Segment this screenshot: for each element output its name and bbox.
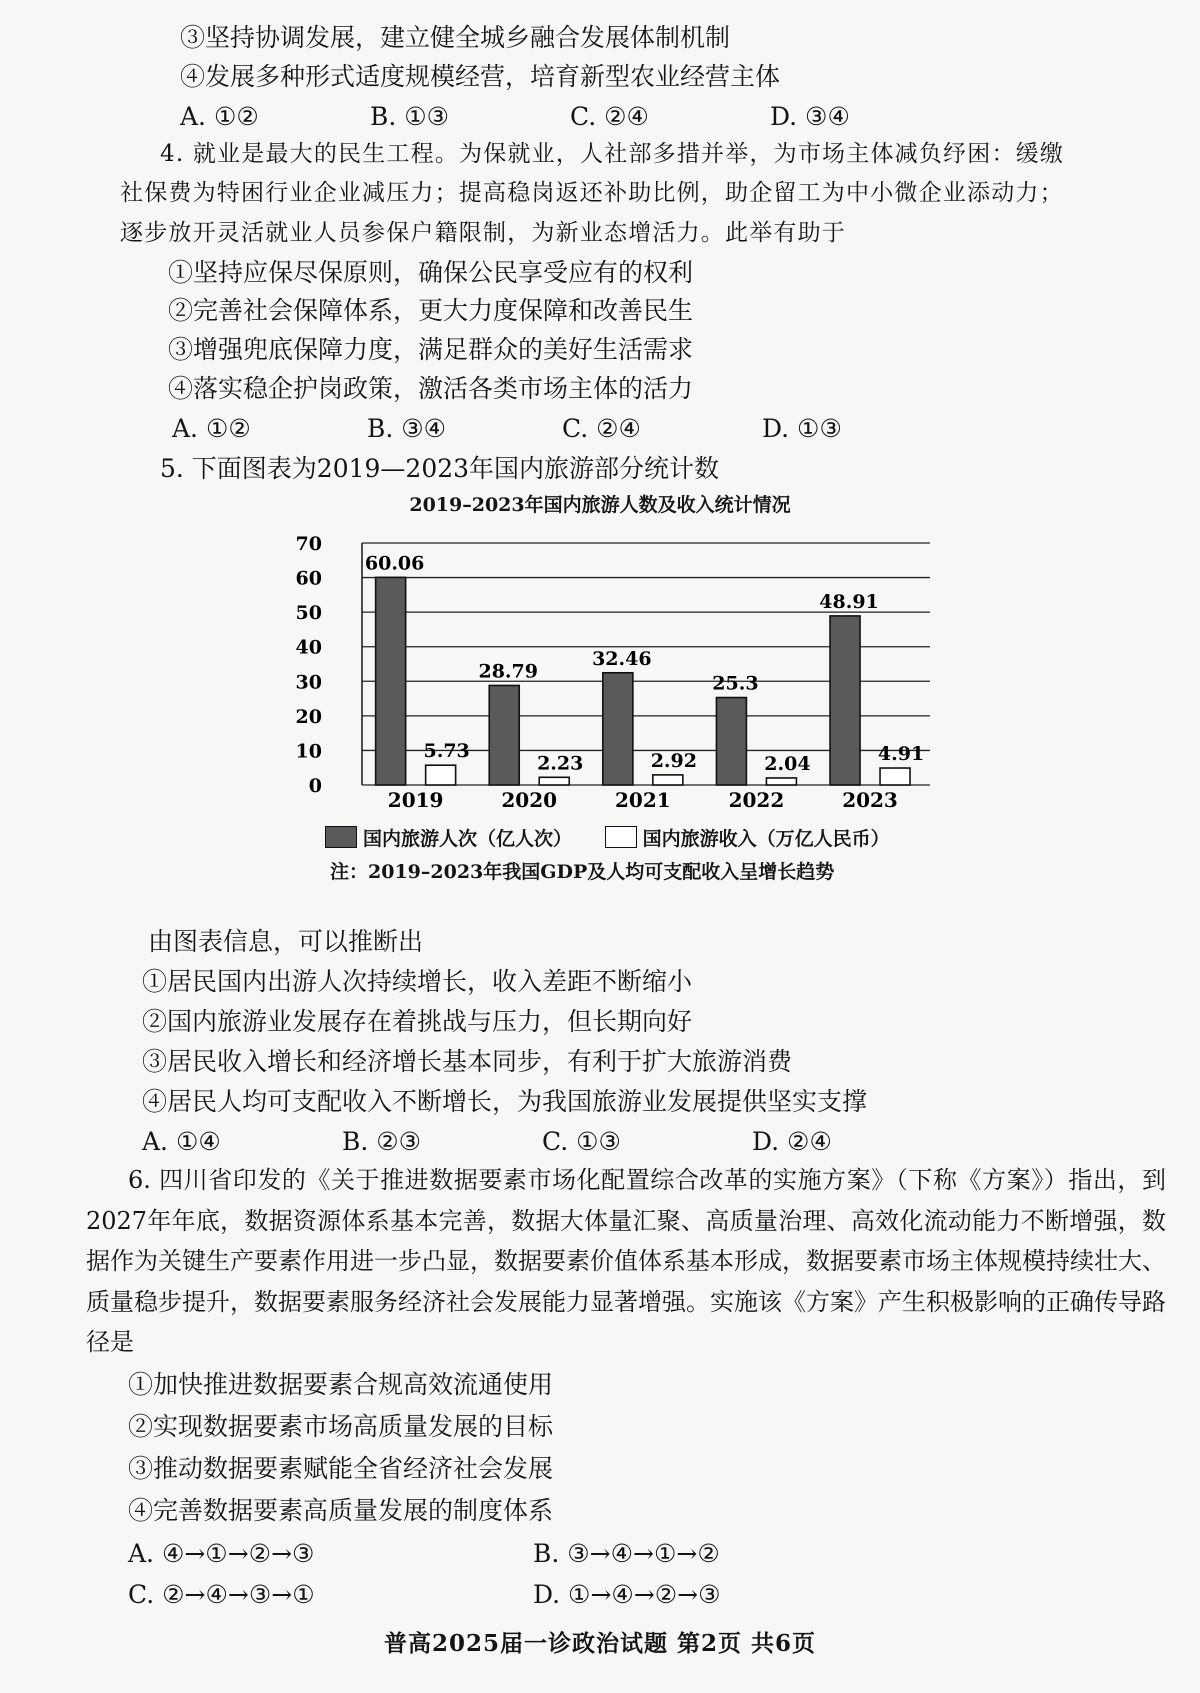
chart-note: 注：2019–2023年我国GDP及人均可支配收入呈增长趋势 xyxy=(330,861,835,883)
bar-chart xyxy=(295,525,940,825)
data-label: 2.23 xyxy=(537,752,584,775)
q5-stem: 5. 下面图表为2019—2023年国内旅游部分统计数 xyxy=(160,454,720,483)
q4-option-b: B. ③④ xyxy=(367,414,447,443)
q6-stem: 6. 四川省印发的《关于推进数据要素市场化配置综合改革的实施方案》（下称《方案》）指出，到2027年年底，数据资源体系基本完善，数据大体量汇聚、高质量治理、高效化流动能力不断增强，数据作为关键生产要素作用进一步凸显，数据要素价值体系基本形成，数据要素市场主体规模持续壮大、质量稳步提升，数据要素服务经济社会发展能力显著增强。实施该《方案》产生积极影响的正确传导路径是 xyxy=(86,1166,1166,1356)
bar-visits xyxy=(376,577,406,785)
x-tick-label: 2019 xyxy=(387,788,444,812)
q6-option-a: A. ④→①→②→③ xyxy=(128,1539,315,1568)
y-tick-label: 10 xyxy=(295,740,322,763)
y-tick-label: 70 xyxy=(295,533,322,555)
bar-revenue xyxy=(539,777,569,785)
bar-revenue xyxy=(426,765,456,785)
y-tick-label: 0 xyxy=(308,775,322,797)
q4-option-c: C. ②④ xyxy=(562,414,641,443)
q5-option-a: A. ①④ xyxy=(142,1127,221,1156)
q6-item-1: ①加快推进数据要素合规高效流通使用 xyxy=(128,1370,554,1399)
q3-item-3: ③坚持协调发展，建立健全城乡融合发展体制机制 xyxy=(180,23,731,52)
y-tick-label: 30 xyxy=(295,671,322,694)
y-tick-label: 40 xyxy=(295,636,322,659)
x-tick-label: 2022 xyxy=(728,788,785,812)
y-tick-label: 50 xyxy=(295,602,322,625)
q5-item-3: ③居民收入增长和经济增长基本同步，有利于扩大旅游消费 xyxy=(142,1047,793,1076)
x-tick-label: 2023 xyxy=(842,788,898,812)
legend-label-revenue: 国内旅游收入（万亿人民币） xyxy=(642,828,890,850)
q6-option-c: C. ②→④→③→① xyxy=(128,1580,315,1609)
data-label: 2.92 xyxy=(650,749,697,772)
chart-legend xyxy=(325,826,916,849)
data-label: 32.46 xyxy=(592,647,652,670)
q4-item-2: ②完善社会保障体系，更大力度保障和改善民生 xyxy=(168,296,694,325)
y-tick-label: 20 xyxy=(295,705,322,728)
q3-option-c: C. ②④ xyxy=(570,102,649,131)
data-label: 28.79 xyxy=(478,660,538,683)
legend-label-visits: 国内旅游人次（亿人次） xyxy=(363,828,573,850)
data-label: 2.04 xyxy=(764,752,811,775)
q4-stem-line-1: 4. 就业是最大的民生工程。为保就业，人社部多措并举，为市场主体减负纾困：缓缴 xyxy=(160,141,1065,167)
q5-option-c: C. ①③ xyxy=(542,1127,621,1156)
q5-item-2: ②国内旅游业发展存在着挑战与压力，但长期向好 xyxy=(142,1007,693,1036)
bar-revenue xyxy=(653,775,683,785)
q6-option-b: B. ③→④→①→② xyxy=(533,1539,720,1568)
q3-option-d: D. ③④ xyxy=(770,102,850,131)
page-footer: 普高2025届一诊政治试题 第2页 共6页 xyxy=(383,1630,817,1657)
q6-item-4: ④完善数据要素高质量发展的制度体系 xyxy=(128,1496,554,1525)
q6-option-d: D. ①→④→②→③ xyxy=(533,1580,721,1609)
q3-option-a: A. ①② xyxy=(180,102,259,131)
bar-visits xyxy=(830,616,860,785)
data-label: 5.73 xyxy=(423,740,470,763)
data-label: 4.91 xyxy=(877,743,925,766)
q4-stem-line-3: 逐步放开灵活就业人员参保户籍限制，为新业态增活力。此举有助于 xyxy=(120,220,846,246)
bar-revenue xyxy=(766,778,796,785)
q3-item-4: ④发展多种形式适度规模经营，培育新型农业经营主体 xyxy=(180,62,781,91)
q4-option-a: A. ①② xyxy=(172,414,251,443)
q3-option-b: B. ①③ xyxy=(370,102,450,131)
q5-option-d: D. ②④ xyxy=(752,1127,832,1156)
q6-item-2: ②实现数据要素市场高质量发展的目标 xyxy=(128,1412,554,1441)
bar-revenue xyxy=(880,768,910,785)
q5-item-1: ①居民国内出游人次持续增长，收入差距不断缩小 xyxy=(142,967,693,996)
x-tick-label: 2020 xyxy=(501,788,558,812)
data-label: 60.06 xyxy=(364,552,425,575)
data-label: 25.3 xyxy=(712,672,759,695)
legend-item-visits xyxy=(325,826,572,849)
chart-title: 2019–2023年国内旅游人数及收入统计情况 xyxy=(409,494,791,516)
legend-swatch-revenue xyxy=(605,826,637,848)
q5-lead: 由图表信息，可以推断出 xyxy=(148,927,424,956)
legend-item-revenue xyxy=(605,826,890,849)
q5-item-4: ④居民人均可支配收入不断增长，为我国旅游业发展提供坚实支撑 xyxy=(142,1087,868,1116)
legend-swatch-visits xyxy=(325,826,357,848)
q4-item-4: ④落实稳企护岗政策，激活各类市场主体的活力 xyxy=(168,374,694,403)
q6-item-3: ③推动数据要素赋能全省经济社会发展 xyxy=(128,1454,554,1483)
bar-visits xyxy=(489,685,519,785)
q4-option-d: D. ①③ xyxy=(762,414,842,443)
q5-option-b: B. ②③ xyxy=(342,1127,422,1156)
y-tick-label: 60 xyxy=(295,567,322,590)
q4-item-1: ①坚持应保尽保原则，确保公民享受应有的权利 xyxy=(168,258,694,287)
q4-stem-line-2: 社保费为特困行业企业减压力；提高稳岗返还补助比例，助企留工为中小微企业添动力； xyxy=(120,180,1064,206)
x-tick-label: 2021 xyxy=(614,788,671,812)
bar-visits xyxy=(716,698,746,785)
data-label: 48.91 xyxy=(819,590,879,613)
q4-item-3: ③增强兜底保障力度，满足群众的美好生活需求 xyxy=(168,335,694,364)
bar-visits xyxy=(603,673,633,785)
